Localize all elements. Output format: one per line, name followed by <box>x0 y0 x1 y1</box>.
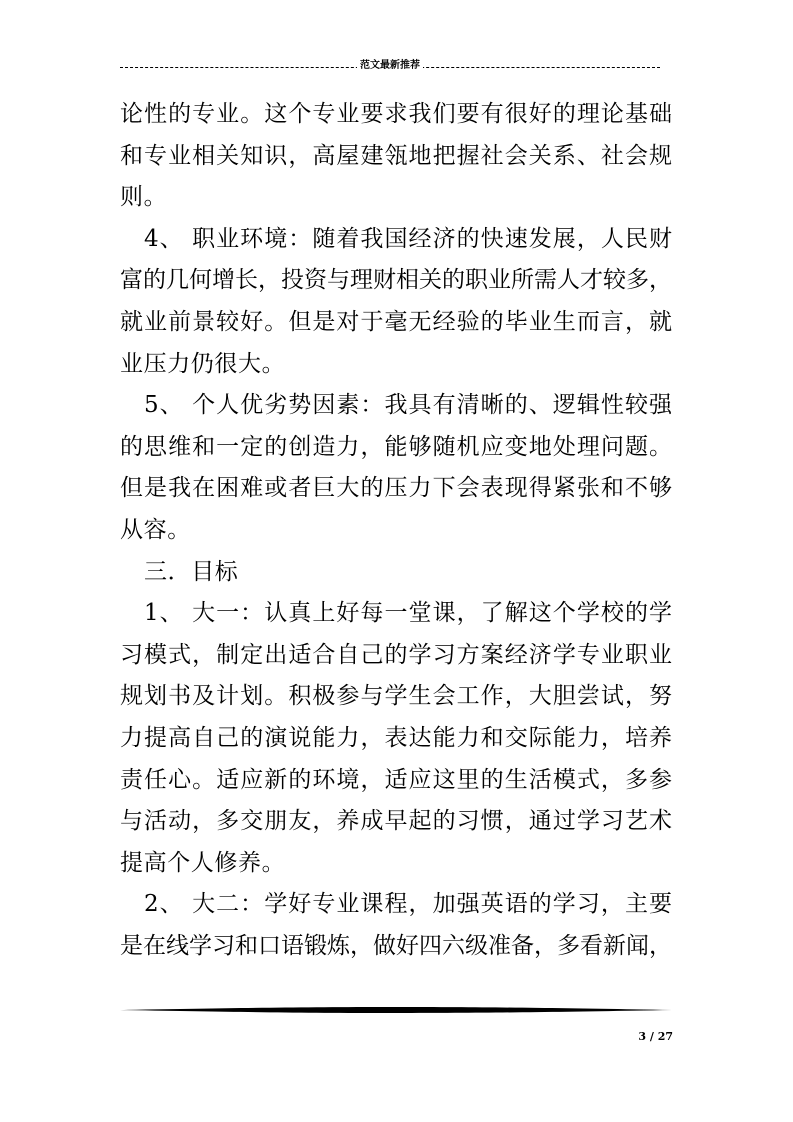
text-line: 5、 个人优劣势因素：我具有清晰的、逻辑性较强 <box>144 392 672 419</box>
text-line: 责任心。适应新的环境，适应这里的生活模式，多参 <box>120 766 672 793</box>
text-line: 就业前景较好。但是对于毫无经验的毕业生而言，就 <box>120 308 672 335</box>
text-line: 但是我在困难或者巨大的压力下会表现得紧张和不够 <box>120 475 672 502</box>
header-title: 范文最新推荐 <box>357 58 423 74</box>
section-heading: 三．目标 <box>144 558 239 585</box>
text-line: 富的几何增长，投资与理财相关的职业所需人才较多， <box>120 267 672 294</box>
text-line: 从容。 <box>120 516 191 543</box>
text-line: 2、 大二：学好专业课程，加强英语的学习，主要 <box>144 891 672 918</box>
footer-rule <box>120 1007 672 1013</box>
text-line: 与活动，多交朋友，养成早起的习惯，通过学习艺术 <box>120 808 672 835</box>
text-line: 则。 <box>120 184 168 211</box>
text-line: 和专业相关知识，高屋建瓴地把握社会关系、社会规 <box>120 142 672 169</box>
text-line: 规划书及计划。积极参与学生会工作，大胆尝试，努 <box>120 683 672 710</box>
text-line: 提高个人修养。 <box>120 849 286 876</box>
text-line: 论性的专业。这个专业要求我们要有很好的理论基础 <box>120 101 672 127</box>
page-header <box>120 58 660 74</box>
document-body <box>120 94 672 967</box>
text-line: 习模式，制定出适合自己的学习方案经济学专业职业 <box>120 641 672 668</box>
text-line: 业压力仍很大。 <box>120 350 286 377</box>
text-line: 4、 职业环境：随着我国经济的快速发展，人民财 <box>144 225 672 252</box>
page-number: 3 / 27 <box>638 1030 673 1043</box>
text-line: 的思维和一定的创造力，能够随机应变地处理问题。 <box>120 433 672 460</box>
text-line: 力提高自己的演说能力，表达能力和交际能力，培养 <box>120 724 672 751</box>
text-line: 是在线学习和口语锻炼，做好四六级准备，多看新闻， <box>120 932 672 959</box>
text-line: 1、 大一：认真上好每一堂课，了解这个学校的学 <box>144 600 672 627</box>
